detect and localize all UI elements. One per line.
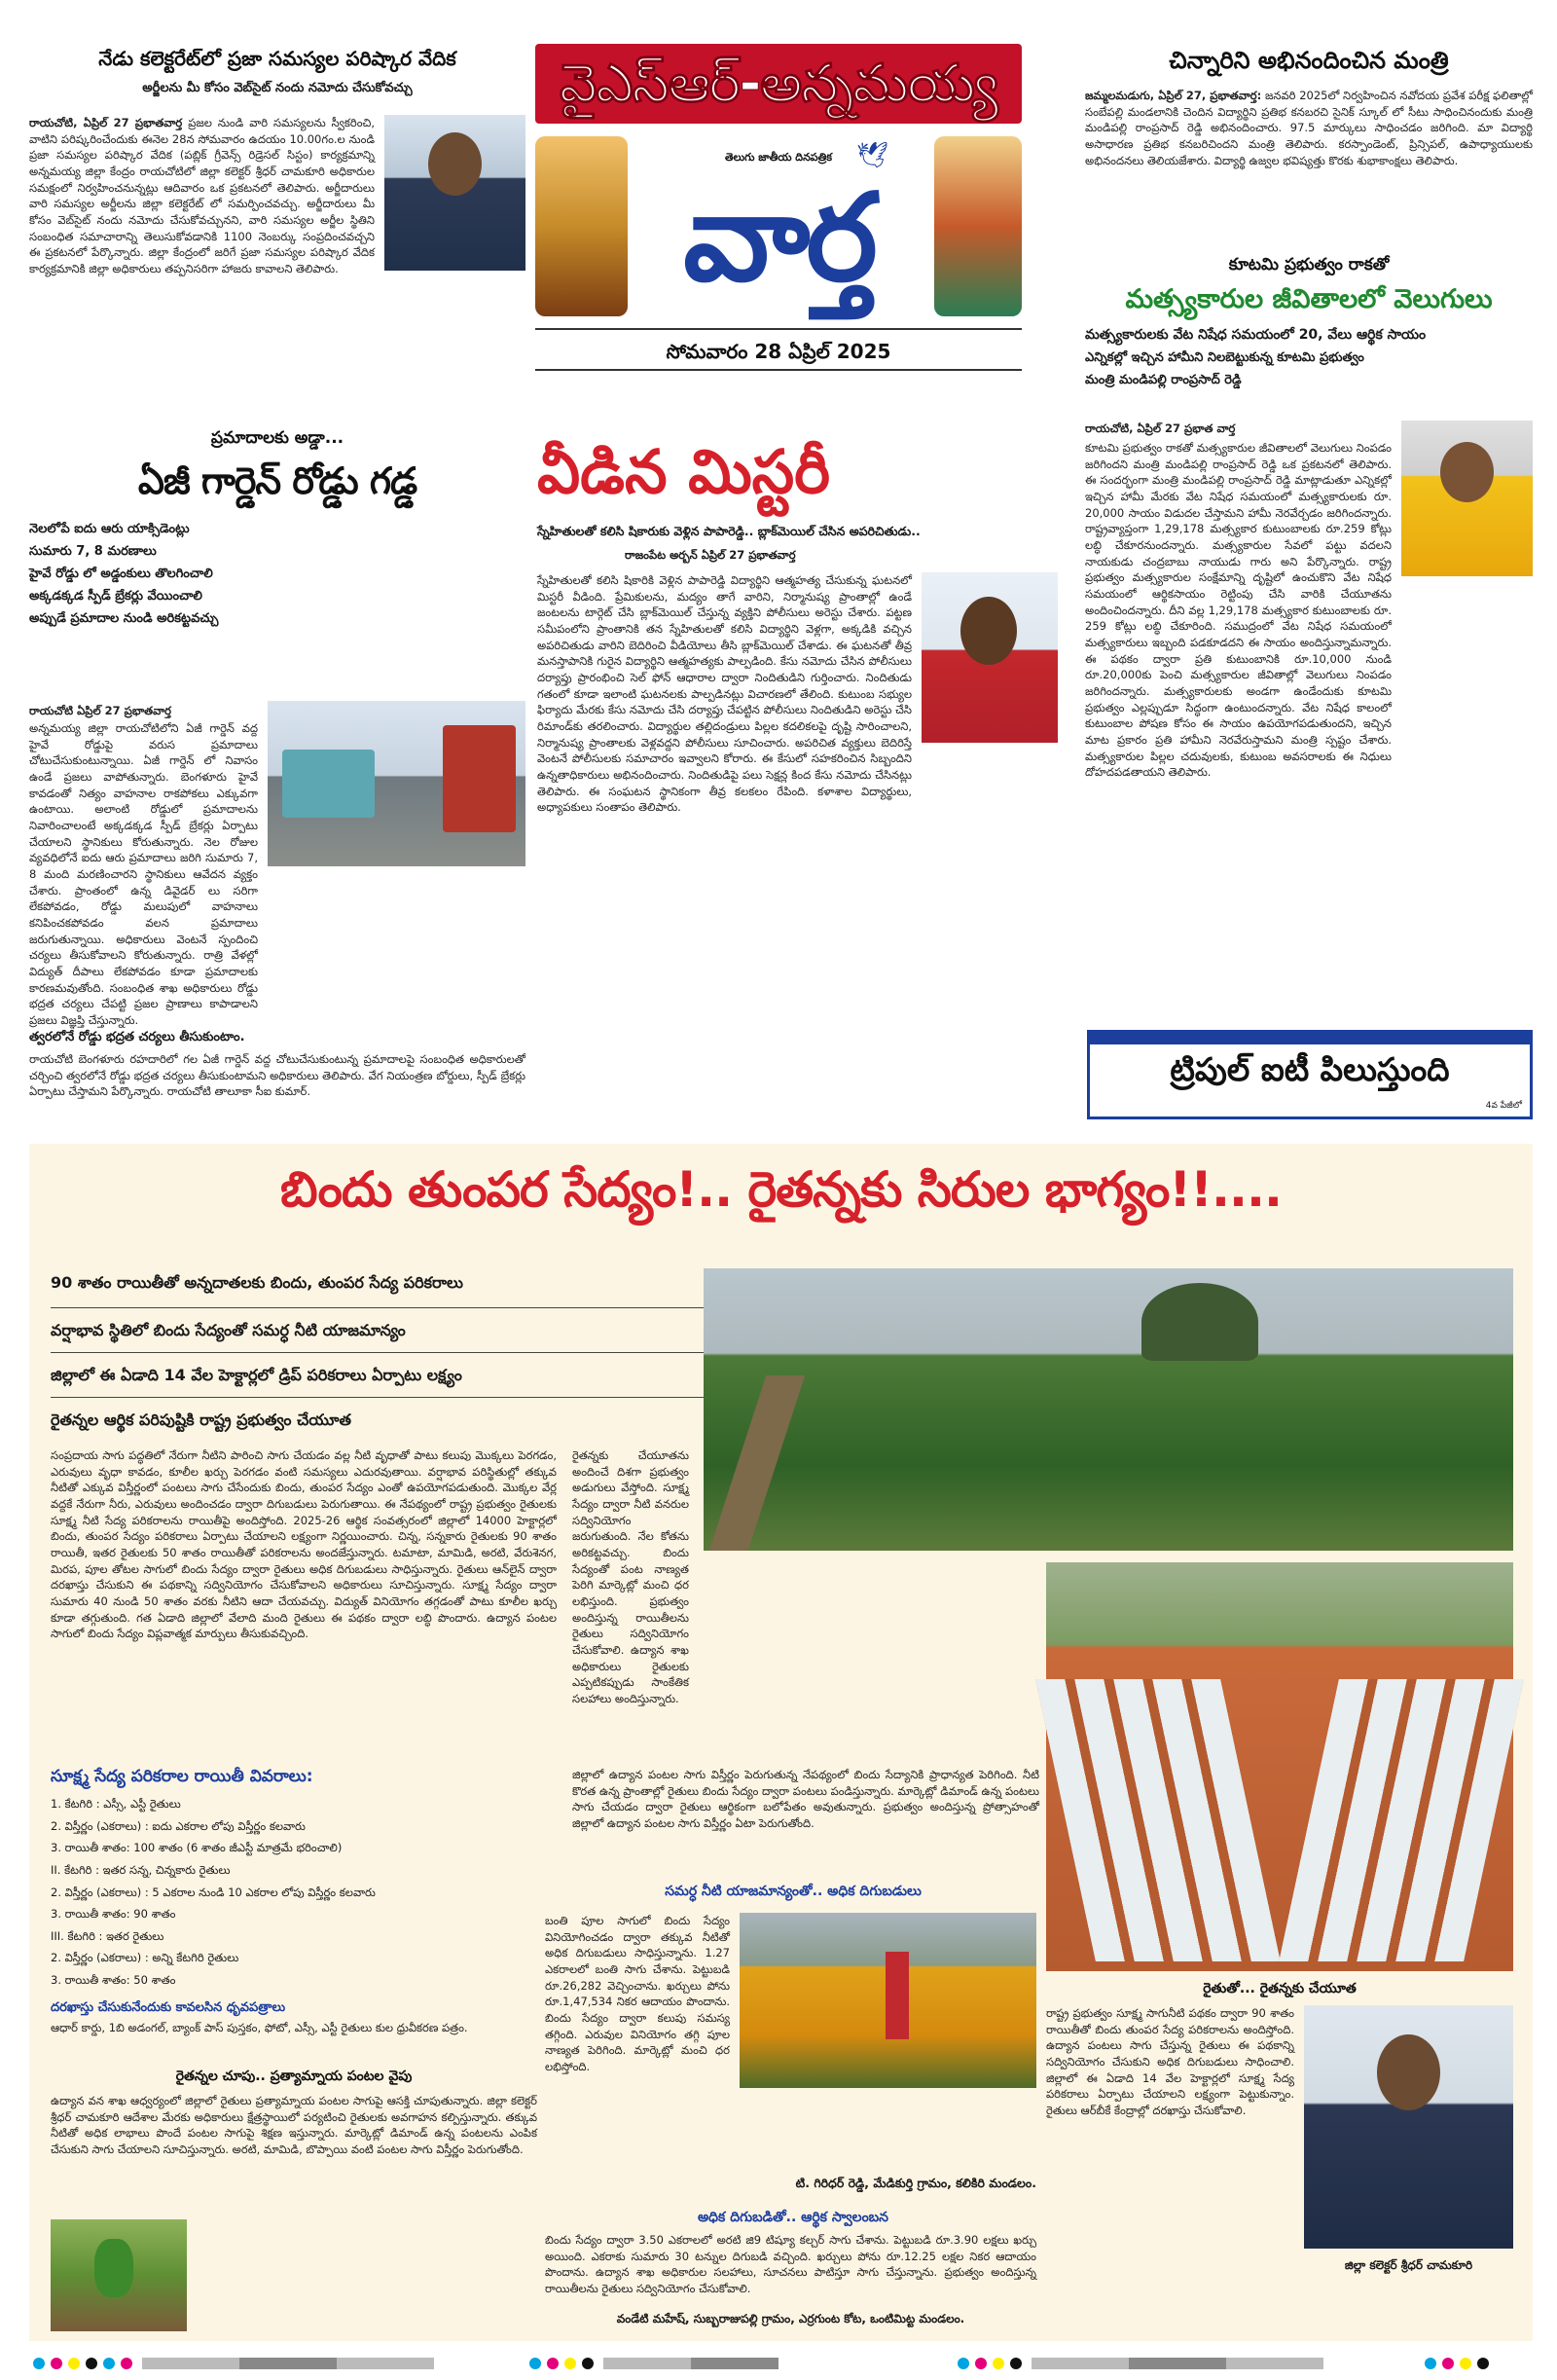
marigold-field-photo bbox=[740, 1913, 1036, 2088]
story-minister-body bbox=[1085, 88, 1533, 234]
info-line: 2. విస్తీర్ణం (ఎకరాలు) : అన్ని కేటగిరి రైతులు bbox=[51, 1951, 239, 1965]
info-line: 2. విస్తీర్ణం (ఎకరాలు) : 5 ఎకరాల నుండి 10 ఎకరాల లోపు విస్తీర్ణం కలవారు bbox=[51, 1885, 376, 1899]
story-mystery-dateline: రాజంపేట అర్బన్ ఏప్రిల్ 27 ప్రభాతవార్త bbox=[625, 548, 796, 562]
story-road-dateline: రాయచోటి ఏప్రిల్ 27 ప్రభాతవార్త bbox=[29, 704, 171, 717]
feature-deck-2: వర్షాభావ స్థితిలో బిందు సేద్యంతో సమర్ధ నీటి యాజమాన్యం bbox=[51, 1308, 712, 1353]
info-line: 3. రాయితీ శాతం: 100 శాతం (6 శాతం జీఎస్టీ మాత్రమే భరించాలి) bbox=[51, 1841, 343, 1855]
promo-iiit[interactable] bbox=[1087, 1030, 1533, 1119]
marigold-head: సమర్ధ నీటి యాజమాన్యంతో.. అధిక దిగుబడులు bbox=[665, 1884, 922, 1899]
story-collector-text: ప్రజల నుండి వారి సమస్యలను స్వీకరించి, వాటిని పరిష్కరించేందుకు ఈనెల 28న సోమవారం ఉదయం 10.00గం.ల నుండి ప్రజా సమస్యల పరిష్కార వేదిక (పబ్లిక్ గ్రీవెన్స్ రిడ్రెసల్ సిస్టం) కార్యక్రమాన్ని అన్నమయ్య జిల్లా కేంద్రం రాయచోటిలో జిల్లా కలెక్టర్ శ్రీధర్ చామకూరి అధికారుల సమక్షంలో నిర్వహించనున్నట్లు ఆదివారం ఒక ప్రకటనలో తెలిపారు. అర్జీదారులు వారి సమస్యల అర్జీలను జిల్లా కలెక్టరేట్ లో సమర్పించవచ్చు. అర్జీదారులు మీ కోసం వెబ్‌సైట్ నందు నమోదు చేసుకోవచ్చునని, వారి సమస్యల అర్జీల స్థితిని సంబంధిత సమాచారాన్ని తెలుసుకోవడానికి 1100 నెంబర్కు సంప్రదించవచ్చని ఈ ప్రకటనలో పేర్కొన్నారు. జిల్లా కేంద్రంలో జరిగే ప్రజా సమస్యల పరిష్కార వేదిక కార్యక్రమానికి జిల్లా అధికారులు తప్పనిసరిగా హాజరు కావాలని తెలిపారు. bbox=[29, 116, 375, 276]
story-fishermen bbox=[1085, 255, 1533, 1024]
mulch-drip-field-photo bbox=[1046, 1562, 1513, 1971]
docs-body: ఆధార్ కార్డు, 1బి అడంగల్, బ్యాంక్ పాస్ పుస్తకం, ఫోటో, ఎస్సీ, ఎస్టీ రైతులు కుల ధ్రువీకరణ పత్రం. bbox=[51, 2021, 468, 2034]
story-road bbox=[29, 428, 525, 1121]
story-minister-title: చిన్నారిని అభినందించిన మంత్రి bbox=[1169, 47, 1449, 74]
sub2-head: రైతన్నల చూపు.. ప్రత్యామ్నాయ పంటల వైపు bbox=[175, 2069, 413, 2084]
collector-body: రాష్ట్ర ప్రభుత్వం సూక్ష్మ సాగునీటి పథకం ద్వారా 90 శాతం రాయితీతో బిందు తుంపర సేద్య పరికరాలను అందిస్తోంది. ఉద్యాన పంటలు సాగు చేస్తున్న రైతులు ఈ పథకాన్ని సద్వినియోగం చేసుకుని అధిక దిగుబడులు సాధించాలి. జిల్లాలో ఈ ఏడాది 14 వేల హెక్టార్లలో సూక్ష్మ సేద్య పరికరాలు ఏర్పాటు చేయాలని లక్ష్యంగా పెట్టుకున్నాం. రైతులు ఆర్‌బీకే కేంద్రాల్లో దరఖాస్తు చేసుకోవాలి. bbox=[1046, 2006, 1294, 2118]
banana-head: అధిక దిగుబడితో.. ఆర్థిక స్వాలంబన bbox=[697, 2210, 889, 2225]
story-road-title: ఏజీ గార్డెన్ రోడ్డు గడ్డ bbox=[137, 459, 417, 502]
story-fishermen-deck2: ఎన్నికల్లో ఇచ్చిన హామీని నిలబెట్టుకున్న కూటమి ప్రభుత్వం bbox=[1085, 350, 1364, 365]
feature-body-wide: జిల్లాలో ఉద్యాన పంటల సాగు విస్తీర్ణం పెరుగుతున్న నేపథ్యంలో బిందు సేద్యానికి ప్రాధాన్యత పెరిగింది. నీటి కొరత ఉన్న ప్రాంతాల్లో రైతులు బిందు సేద్యం ద్వారా పంటలు పండిస్తున్నారు. మార్కెట్లో డిమాండ్ ఉన్న పంటలు సాగు చేయడం ద్వారా రైతులు ఆర్థికంగా బలోపేతం అవుతున్నారు. ప్రభుత్వం అందిస్తున్న ప్రోత్సాహంతో జిల్లాలో ఉద్యాన పంటల సాగు విస్తీర్ణం ఏటా పెరుగుతోంది. bbox=[572, 1768, 1039, 1831]
banana-farmer-photo bbox=[51, 2219, 187, 2331]
masthead-tagline: తెలుగు జాతీయ దినపత్రిక bbox=[725, 151, 832, 164]
story-fishermen-kicker: కూటమి ప్రభుత్వం రాకతో bbox=[1228, 255, 1390, 275]
story-road-deck5: అప్పుడే ప్రమాదాల నుండి అరికట్టవచ్చు bbox=[29, 611, 219, 626]
story-minister-dateline: జమ్మలమడుగు, ఏప్రిల్ 27, ప్రభాతవార్త: bbox=[1085, 89, 1262, 102]
info-box-lines bbox=[51, 1798, 537, 1987]
masthead bbox=[535, 44, 1022, 389]
info-line: 3. రాయితీ శాతం: 90 శాతం bbox=[51, 1907, 176, 1922]
minister-portrait-photo bbox=[1401, 421, 1533, 576]
marigold-body-2 bbox=[740, 2098, 1036, 2166]
story-collector bbox=[29, 47, 525, 383]
info-line: III. కేటగిరి : ఇతర రైతులు bbox=[51, 1928, 164, 1943]
feature-body-left: సంప్రదాయ సాగు పద్ధతిలో నేరుగా నీటిని పారించి సాగు చేయడం వల్ల నీటి వృధాతో పాటు కలుపు మొక్కలు పెరగడం, ఎరువులు వృధా కావడం, కూలీల ఖర్చు పెరగడం వంటి సమస్యలు ఎదురవుతాయి. వర్షాభావ పరిస్థితుల్లో తక్కువ నీటితో ఎక్కువ విస్తీర్ణంలో పంటలు సాగు చేసేందుకు బిందు, తుంపర సేద్యం ఎంతో ఉపయోగపడుతుంది. మొక్కల వేర్ల వద్దకే నేరుగా నీరు, ఎరువులు అందించడం ద్వారా దిగుబడులు పెరుగుతాయి. ఈ నేపథ్యంలో రాష్ట్ర ప్రభుత్వం రైతులకు సూక్ష్మ నీటి సేద్య పరికరాలను రాయితీపై అందిస్తోంది. 2025-26 ఆర్థిక సంవత్సరంలో జిల్లాలో 14000 హెక్టార్లలో బిందు, తుంపర సేద్యం పరికరాలు ఏర్పాటు చేయాలని లక్ష్యంగా నిర్ణయించారు. చిన్న, సన్నకారు రైతులకు 90 శాతం రాయితీ, ఇతర రైతులకు 50 శాతం రాయితీతో పరికరాలను అందజేస్తున్నారు. టమాటా, మామిడి, అరటి, వేరుశెనగ, మిరప, పూల తోటల సాగులో బిందు సేద్యం ద్వారా రైతులు అధిక దిగుబడులు సాధిస్తున్నారు. రైతులు ఆన్‌లైన్ ద్వారా దరఖాస్తు చేసుకుని ఈ పథకాన్ని సద్వినియోగం చేసుకోవాలని అధికారులు సూచిస్తున్నారు. సూక్ష్మ సేద్యం ద్వారా సుమారు 40 నుండి 50 శాతం వరకు నీటిని ఆదా చేయవచ్చు. విద్యుత్ వినియోగం తగ్గడంతో పాటు కూలీల ఖర్చు కూడా తగ్గుతుంది. గత ఏడాది జిల్లాలో వేలాది మంది రైతులు ఈ పథకం ద్వారా లబ్ధి పొందారు. ఉద్యాన పంటల సాగులో బిందు సేద్యం విప్లవాత్మక మార్పులు తీసుకువచ్చింది. bbox=[51, 1448, 557, 1641]
sprinkler-field-photo bbox=[704, 1268, 1513, 1551]
story-collector-subtitle: అర్జీలను మీ కోసం వెబ్‌సైట్ నందు నమోదు చేసుకోవచ్చు bbox=[142, 81, 413, 95]
docs-head: దరఖాస్తు చేసుకునేందుకు కావలసిన ధృవపత్రాలు bbox=[51, 2000, 286, 2015]
banana-body: బిందు సేద్యం ద్వారా 3.50 ఎకరాలలో అరటి జి9 టిష్యూ కల్చర్ సాగు చేశాను. పెట్టుబడి రూ.3.90 లక్షలు ఖర్చు అయింది. ఎకరాకు సుమారు 30 టన్నుల దిగుబడి వచ్చింది. ఖర్చులు పోను రూ.12.25 లక్షల నికర ఆదాయం పొందాను. ఉద్యాన శాఖ అధికారుల సలహాలు, సూచనలు పాటిస్తూ సాగు చేస్తున్నాను. ప్రభుత్వం అందిస్తున్న రాయితీలను రైతులు సద్వినియోగం చేసుకోవాలి. bbox=[545, 2233, 1036, 2296]
deity-image-left bbox=[535, 136, 628, 316]
story-collector-body bbox=[29, 115, 375, 378]
masthead-logo: వార్త bbox=[683, 168, 874, 309]
story-road-deck4: అక్కడక్కడ స్పీడ్ బ్రేకర్లు వేయించాలి bbox=[29, 589, 202, 604]
story-road-deck3: హైవే రోడ్డు లో అడ్డంకులు తొలగించాలి bbox=[29, 567, 213, 581]
story-road-kicker: ప్రమాదాలకు అడ్డా... bbox=[210, 428, 344, 448]
masthead-date: సోమవారం 28 ఏప్రిల్ 2025 bbox=[535, 328, 1022, 371]
story-fishermen-deck3: మంత్రి మండిపల్లి రాంప్రసాద్ రెడ్డి bbox=[1085, 373, 1242, 387]
story-mystery-title: వీడిన మిస్టరీ bbox=[537, 436, 830, 507]
deity-image-right bbox=[934, 136, 1022, 316]
masthead-edition: వైఎస్ఆర్-అన్నమయ్య bbox=[535, 44, 1022, 124]
banana-byline: వండేటి మహేష్, సుబ్బరాజుపల్లి గ్రామం, ఎర్రగుంట కోట, ఒంటిమిట్ట మండలం. bbox=[616, 2312, 965, 2325]
road-accident-photo bbox=[268, 701, 525, 866]
feature-info-box bbox=[51, 1767, 537, 1991]
story-road-deck2: సుమారు 7, 8 మరణాలు bbox=[29, 544, 157, 559]
info-box-title: సూక్ష్మ సేద్య పరికరాల రాయితీ వివరాలు: bbox=[51, 1767, 313, 1786]
feature-deck-4: రైతన్నల ఆర్థిక పరిపుష్టికి రాష్ట్ర ప్రభుత్వం చేయూత bbox=[51, 1410, 351, 1429]
story-road-body2: రాయచోటి బెంగళూరు రహదారిలో గల ఏజీ గార్డెన్ వద్ద చోటుచేసుకుంటున్న ప్రమాదాలపై సంబంధిత అధికారులతో చర్చించి త్వరలోనే రోడ్డు భద్రత చర్యలు తీసుకుంటామని అధికారులు తెలిపారు. వేగ నియంత్రణ బోర్డులు, స్పీడ్ బ్రేకర్లు ఏర్పాటు చేస్తామని పేర్కొన్నారు. రాయచోటి తాలూకా సీఐ కుమార్. bbox=[29, 1052, 525, 1099]
story-fishermen-dateline: రాయచోటి, ఏప్రిల్ 27 ప్రభాత వార్త bbox=[1085, 421, 1236, 435]
feature-title: బిందు తుంపర సేద్యం!.. రైతన్నకు సిరుల భాగ్యం!!.... bbox=[280, 1161, 1282, 1218]
info-line: II. కేటగిరి : ఇతర సన్న, చిన్నకారు రైతులు bbox=[51, 1862, 231, 1877]
story-fishermen-deck1: మత్స్యకారులకు వేట నిషేధ సమయంలో 20, వేలు ఆర్థిక సాయం bbox=[1085, 327, 1427, 343]
story-mystery-body-wide bbox=[537, 750, 1058, 1119]
story-collector-dateline: రాయచోటి, ఏప్రిల్ 27 ప్రభాతవార్త bbox=[29, 116, 183, 129]
info-line: 1. కేటగిరి : ఎస్సీ, ఎస్టీ రైతులు bbox=[51, 1797, 181, 1811]
collector-head: రైతుతో... రైతన్నకు చేయూత bbox=[1203, 1981, 1357, 1996]
feature-section bbox=[29, 1144, 1533, 2341]
story-mystery-deck: స్నేహితులతో కలిసి షికారుకు వెళ్లిన పాపారెడ్డి.. బ్లాక్‌మెయిల్ చేసిన అపరిచితుడు.. bbox=[537, 524, 921, 538]
student-portrait-photo bbox=[922, 572, 1058, 743]
info-line: 2. విస్తీర్ణం (ఎకరాలు) : ఐదు ఎకరాల లోపు విస్తీర్ణం కలవారు bbox=[51, 1818, 306, 1833]
story-minister bbox=[1085, 47, 1533, 256]
sub2-body: ఉద్యాన వన శాఖ ఆధ్వర్యంలో జిల్లాలో రైతులు ప్రత్యామ్నాయ పంటల సాగుపై ఆసక్తి చూపుతున్నారు. జిల్లా కలెక్టర్ శ్రీధర్ చామకూరి ఆదేశాల మేరకు అధికారులు క్షేత్రస్థాయిలో పర్యటించి రైతులకు అవగాహన కల్పిస్తున్నారు. తక్కువ నీటితో అధిక లాభాలు పొందే పంటల సాగుపై శిక్షణ ఇస్తున్నారు. మార్కెట్లో డిమాండ్ ఉన్న పంటలను ఎంపిక చేసుకుని సాగు చేయాలని సూచిస్తున్నారు. అరటి, మామిడి, బొప్పాయి వంటి పంటల సాగు విస్తీర్ణం పెరుగుతోంది. bbox=[51, 2094, 537, 2157]
story-fishermen-body: కూటమి ప్రభుత్వం రాకతో మత్స్యకారుల జీవితాలలో వెలుగులు నింపడం జరిగిందని మంత్రి మండిపల్లి రాంప్రసాద్ రెడ్డి ఒక ప్రకటనలో తెలిపారు. ఈ సందర్భంగా మంత్రి మండిపల్లి రాంప్రసాద్ రెడ్డి మాట్లాడుతూ ఎన్నికల్లో ఇచ్చిన హామీ మేరకు వేట నిషేధ సమయంలో మత్స్యకారులకు రూ. 20,000 సాయం విడుదల చేస్తామని హామీ నెరవేర్చడం జరిగిందన్నారు. రాష్ట్రవ్యాప్తంగా 1,29,178 మత్స్యకార కుటుంబాలకు రూ.259 కోట్లు లబ్ధి చేకూరనుందన్నారు. మత్స్యకారుల సేవలో పట్టు వదలని నాయకుడు చంద్రబాబు నాయుడు గారు అని పేర్కొన్నారు. రాష్ట్ర ప్రభుత్వం మత్స్యకారుల సంక్షేమాన్ని దృష్టిలో ఉంచుకొని వేట నిషేధ సమయంలో ఆర్థికసాయం రెట్టింపు చేసి వారికి చేయూతను అందించిందన్నారు. దీని వల్ల 1,29,178 మత్స్యకార కుటుంబాలకు రూ. 259 కోట్లు లబ్ధి చేకూరింది. సముద్రంలో వేట నిషేధ సమయంలో మత్స్యకారులు ఇబ్బంది పడకూడదని ఈ సాయం అందిస్తున్నామన్నారు. ఈ పథకం ద్వారా ప్రతి కుటుంబానికి రూ.10,000 నుండి రూ.20,000కు పెంచి మత్స్యకారుల జీవితాల్లో వెలుగులు నింపడం జరిగిందన్నారు. మత్స్యకారులకు అండగా ఉండేందుకు కూటమి ప్రభుత్వం ఎల్లప్పుడూ సిద్ధంగా ఉంటుందన్నారు. వేట నిషేధ కాలంలో కుటుంబాల పోషణ కోసం ఈ సాయం ఉపయోగపడుతుందని, ఇచ్చిన మాట ప్రకారం ప్రతి హామీని నెరవేరుస్తామని మంత్రి స్పష్టం చేశారు. మత్స్యకారుల పిల్లల చదువులకు, కుటుంబ అవసరాలకు ఈ నిధులు దోహదపడతాయని తెలిపారు. bbox=[1085, 441, 1392, 780]
info-line: 3. రాయితీ శాతం: 50 శాతం bbox=[51, 1973, 176, 1988]
feature-decks bbox=[51, 1263, 712, 1443]
feature-deck-3: జిల్లాలో ఈ ఏడాది 14 వేల హెక్టార్లలో డ్రిప్ పరికరాలు ఏర్పాటు లక్ష్యం bbox=[51, 1353, 712, 1398]
story-road-deck1: నెలలోపే ఐదు ఆరు యాక్సిడెంట్లు bbox=[29, 522, 190, 536]
marigold-body: బంతి పూల సాగులో బిందు సేద్యం వినియోగించడం ద్వారా తక్కువ నీటితో అధిక దిగుబడులు సాధిస్తున్నాను. 1.27 ఎకరాలలో బంతి సాగు చేశాను. పెట్టుబడి రూ.26,282 వెచ్చించాను. ఖర్చులు పోను రూ.1,47,534 నికర ఆదాయం పొందాను. బిందు సేద్యం ద్వారా కలుపు సమస్య తగ్గింది. ఎరువుల వినియోగం తగ్గి పూల నాణ్యత పెరిగింది. మార్కెట్లో మంచి ధర లభిస్తోంది. bbox=[545, 1914, 730, 2074]
story-mystery-body: స్నేహితులతో కలిసి షికారికి వెళ్లిన పాపారెడ్డి విద్యార్థిని ఆత్మహత్య చేసుకున్న ఘటనలో మిస్టరీ వీడింది. ప్రేమికులను, మద్యం తాగే వారిని, నిర్మానుష్య ప్రాంతాల్లో ఉండే జంటలను టార్గెట్ చేసి బ్లాక్‌మెయిల్ చేస్తున్న వ్యక్తిని పోలీసులు అరెస్టు చేశారు. పట్టణ సమీపంలోని ప్రాంతానికి తన స్నేహితులతో కలిసి విద్యార్థిని వెళ్లగా, అక్కడికి వచ్చిన అపరిచితుడు వారిని బెదిరించి వీడియోలు తీసి బ్లాక్‌మెయిల్ చేశాడు. ఈ ఘటనతో తీవ్ర మనస్తాపానికి గురైన విద్యార్థిని ఆత్మహత్యకు పాల్పడింది. కేసు నమోదు చేసిన పోలీసులు దర్యాప్తు ప్రారంభించి సెల్ ఫోన్ ఆధారాల ద్వారా నిందితుడిని గుర్తించారు. నిందితుడు గతంలో కూడా ఇలాంటి ఘటనలకు పాల్పడినట్లు విచారణలో తేలింది. కుటుంబ సభ్యుల ఫిర్యాదు మేరకు కేసు నమోదు చేసి దర్యాప్తు చేపట్టిన పోలీసులు నిందితుడిని అరెస్టు చేసి రిమాండ్‌కు తరలించారు. విద్యార్థుల తల్లిదండ్రులు పిల్లల కదలికలపై దృష్టి సారించాలని, నిర్మానుష్య ప్రాంతాలకు వెళ్లవద్దని పోలీసులు సూచించారు. అపరిచిత వ్యక్తులు బెదిరిస్తే వెంటనే పోలీసులకు సమాచారం ఇవ్వాలని కోరారు. ఈ కేసులో సహకరించిన సిబ్బందిని ఉన్నతాధికారులు అభినందించారు. నిందితుడిపై పలు సెక్షన్ల కింద కేసు నమోదు చేసినట్లు తెలిపారు. ఈ సంఘటన స్థానికంగా తీవ్ర కలకలం రేపింది. కళాశాల విద్యార్థులు, అధ్యాపకులు సంతాపం తెలిపారు. bbox=[537, 573, 912, 815]
dove-icon: 🕊 bbox=[856, 141, 889, 170]
story-mystery bbox=[537, 428, 1058, 1121]
promo-page-ref: 4వ పేజీలో bbox=[1485, 1101, 1522, 1111]
marigold-byline: టి. గిరిధర్ రెడ్డి, మేడికుర్తి గ్రామం, కలికిరి మండలం. bbox=[795, 2176, 1036, 2190]
feature-body-mid: రైతన్నకు చేయూతను అందించే దిశగా ప్రభుత్వం అడుగులు వేస్తోంది. సూక్ష్మ సేద్యం ద్వారా నీటి వనరుల సద్వినియోగం జరుగుతుంది. నేల కోతను అరికట్టవచ్చు. బిందు సేద్యంతో పంట నాణ్యత పెరిగి మార్కెట్లో మంచి ధర లభిస్తుంది. ప్రభుత్వం అందిస్తున్న రాయితీలను రైతులు సద్వినియోగం చేసుకోవాలి. ఉద్యాన శాఖ అధికారులు రైతులకు ఎప్పటికప్పుడు సాంకేతిక సలహాలు అందిస్తున్నారు. bbox=[572, 1448, 689, 1706]
collector-byline: జిల్లా కలెక్టర్ శ్రీధర్ చామకూరి bbox=[1344, 2258, 1473, 2272]
promo-title: ట్రిపుల్ ఐటీ పిలుస్తుంది bbox=[1170, 1050, 1450, 1088]
story-road-subhead: త్వరలోనే రోడ్డు భద్రత చర్యలు తీసుకుంటాం. bbox=[29, 1030, 245, 1044]
collector-photo-2 bbox=[1304, 2005, 1513, 2249]
story-collector-title: నేడు కలెక్టరేట్‌లో ప్రజా సమస్యల పరిష్కార వేదిక bbox=[98, 47, 456, 70]
story-fishermen-title: మత్స్యకారుల జీవితాలలో వెలుగులు bbox=[1125, 284, 1493, 314]
feature-deck-1: 90 శాతం రాయితీతో అన్నదాతలకు బిందు, తుంపర సేద్య పరికరాలు bbox=[51, 1263, 712, 1308]
story-minister-text: జనవరి 2025లో నిర్వహించిన నవోదయ ప్రవేశ పరీక్ష ఫలితాల్లో సంబేపల్లి మండలానికి చెందిన విద్యార్థిని ప్రతిభ కనబరచి సైనిక్ స్కూల్ లో సీటు సాధించినందుకు మంత్రి మండిపల్లి రాంప్రసాద్ రెడ్డి అభినందించారు. 97.5 మార్కులు సాధించడం జరిగింది. మా విద్యార్థి అసాధారణ ప్రతిభ కనబరిచిందని మంత్రి తెలిపారు. కరస్పాండెంట్, ప్రిన్సిపల్, ఉపాధ్యాయులకు అభినందనలు తెలియజేశారు. విద్యార్థి ఉజ్వల భవిష్యత్తు కొరకు శుభాకాంక్షలు తెలిపారు. bbox=[1085, 89, 1534, 167]
color-registration-strip bbox=[29, 2356, 1533, 2371]
story-road-body: అన్నమయ్య జిల్లా రాయచోటిలోని ఏజీ గార్డెన్ వద్ద హైవే రోడ్డుపై వరుస ప్రమాదాలు చోటుచేసుకుంటున్నాయి. ఏజీ గార్డెన్ లో నివాసం ఉండే ప్రజలు వాపోతున్నారు. బెంగళూరు హైవే కావడంతో నిత్యం వాహనాల రాకపోకలు ఎక్కువగా ఉంటాయి. అలాంటి రోడ్డులో ప్రమాదాలను నివారించాలంటే అక్కడక్కడ స్పీడ్ బ్రేకర్లు ఏర్పాటు చేయాలని స్థానికులు కోరుతున్నారు. నెల రోజుల వ్యవధిలోనే ఐదు ఆరు ప్రమాదాలు జరిగి సుమారు 7, 8 మంది మరణించారని స్థానికులు ఆవేదన వ్యక్తం చేశారు. ప్రాంతంలో ఉన్న డివైడర్ లు సరిగా లేకపోవడం, రోడ్డు మలుపులో వాహనాలు కనిపించకపోవడం వలన ప్రమాదాలు జరుగుతున్నాయి. అధికారులు వెంటనే స్పందించి చర్యలు తీసుకోవాలని కోరుతున్నారు. రాత్రి వేళల్లో విద్యుత్ దీపాలు లేకపోవడం కూడా ప్రమాదాలకు కారణమవుతోంది. సంబంధిత శాఖ అధికారులు రోడ్డు భద్రత చర్యలు చేపట్టి ప్రజల ప్రాణాలు కాపాడాలని ప్రజలు విజ్ఞప్తి చేస్తున్నారు. bbox=[29, 721, 258, 1028]
collector-portrait-photo bbox=[384, 115, 525, 271]
